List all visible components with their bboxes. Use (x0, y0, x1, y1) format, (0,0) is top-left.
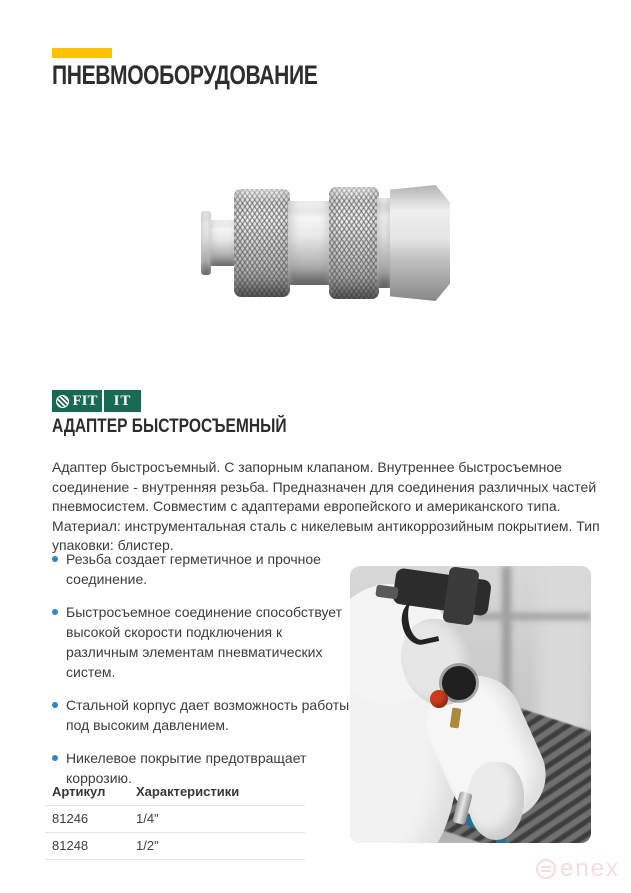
adapter-stem (210, 220, 237, 266)
adapter-hex-nut (390, 185, 450, 301)
feature-text: Резьба создает герметичное и прочное соединение. (66, 551, 321, 587)
product-description: Адаптер быстросъемный. С запорным клапаном. Внутреннее быстросъемное соединение - внутренняя резьба. Предназначен для соединения различных частей пневмосистем. Совместим с адаптерами европейского и американского типа. Материал: инструментальная сталь с никелевым антикоррозийным покрытием. Тип упаковки: блистер. (52, 459, 600, 553)
watermark-text: enex (560, 855, 621, 882)
bullet-icon (52, 755, 58, 761)
list-item (52, 549, 358, 589)
accent-bar (52, 48, 112, 58)
bullet-icon (52, 556, 58, 562)
product-name: АДАПТЕР БЫСТРОСЪЕМНЫЙ (52, 416, 287, 437)
table-row (45, 806, 305, 833)
brand-logo-suffix-box (104, 390, 141, 412)
enex-logo-icon (536, 859, 556, 879)
adapter-sleeve (288, 201, 331, 285)
brand-logo-fit (52, 390, 141, 412)
red-valve-knob (430, 690, 448, 708)
spec-cell: 1/4" (129, 806, 305, 833)
brand-logo-suffix: IT (113, 392, 132, 409)
page-title: ПНЕВМООБОРУДОВАНИЕ (52, 60, 318, 90)
feature-text: Стальной корпус дает возможность работы под высоким давлением. (66, 697, 350, 733)
column-header-spec: Характеристики (129, 779, 305, 806)
spec-table (45, 779, 305, 860)
spec-cell: 1/2" (129, 833, 305, 860)
article-cell: 81246 (45, 806, 129, 833)
bullet-icon (52, 609, 58, 615)
brand-logo-text: FIT (72, 392, 98, 409)
feature-list (52, 549, 358, 801)
adapter-knurled-ring-front (234, 189, 290, 297)
adapter-knurled-ring-rear (329, 187, 379, 299)
article-cell: 81248 (45, 833, 129, 860)
column-header-article: Артикул (45, 779, 129, 806)
photo-glove-hand-lower (468, 762, 524, 840)
table-header-row (45, 779, 305, 806)
table-row (45, 833, 305, 860)
feature-text: Никелевое покрытие предотвращает коррозию. (66, 750, 307, 786)
fit-emblem-icon (56, 395, 69, 408)
enex-watermark (536, 857, 620, 881)
feature-text: Быстросъемное соединение способствует высокой скорости подключения к различным элементам пневматических систем. (66, 604, 343, 680)
product-image-adapter (193, 168, 453, 318)
brand-logo-box (52, 390, 102, 412)
bullet-icon (52, 702, 58, 708)
adapter-collar (377, 198, 391, 288)
list-item (52, 602, 358, 682)
list-item (52, 695, 358, 735)
usage-photo-spray-gun (350, 566, 591, 843)
